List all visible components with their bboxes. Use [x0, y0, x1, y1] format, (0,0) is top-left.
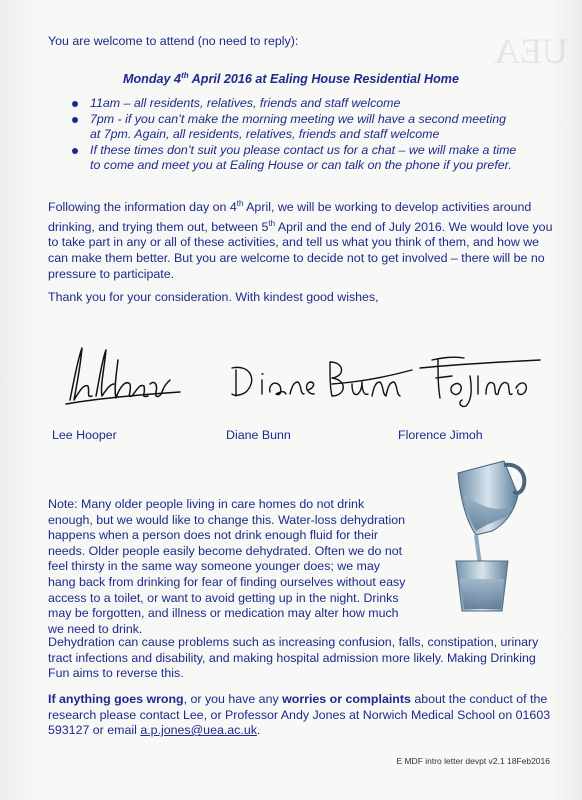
glass-icon: [456, 561, 508, 611]
signature-diane-bunn: [232, 362, 412, 396]
bleed-through-logo: UEA: [494, 31, 568, 71]
signatory-name: Florence Jimoh: [398, 428, 483, 442]
list-item: 7pm - if you can’t make the morning meeting we will have a second meeting at 7pm. Again, all residents, relatives, friends and staff welcome: [72, 112, 552, 143]
closing-line: Thank you for your consideration. With kindest good wishes,: [48, 290, 379, 304]
activities-paragraph: Following the information day on 4th April, we will be working to develop activities around drinking, and trying them out, between 5th April and the end of July 2016. We would love you to take part in any or all of these activities, and tell us what you think of them, and how we can make them better. But you are welcome to decide not to get involved – there will be no pressure to participate.: [48, 199, 553, 281]
signature-lee-hooper: [66, 348, 180, 404]
document-footer: E MDF intro letter devpt v2.1 18Feb2016: [396, 756, 550, 766]
water-jug-illustration: [418, 455, 548, 615]
email-link[interactable]: a.p.jones@uea.ac.uk: [140, 723, 257, 738]
note-paragraph: Note: Many older people living in care homes do not drink enough, but we would like to change this. Water-loss dehydration happens when a person does not drink enough fluid for their needs. Older people easily become dehydrated. Often we do not feel thirsty in the same way someone younger does; we may hang back from drinking for fear of finding ourselves without easy access to a toilet, or want to avoid getting up in the night. Drinks may be forgotten, and illness or medication may alter how much we need to drink.: [48, 497, 406, 636]
signatory-name: Diane Bunn: [226, 428, 291, 442]
jug-icon: [458, 461, 524, 535]
list-item: If these times don’t suit you please contact us for a chat – we will make a time to come and meet you at Ealing House or can talk on the phone if you prefer.: [72, 143, 552, 174]
meeting-times-list: [72, 96, 552, 174]
intro-line: You are welcome to attend (no need to reply):: [48, 34, 299, 48]
signatures-image: [40, 340, 560, 410]
signatory-name: Lee Hooper: [52, 428, 117, 442]
dehydration-paragraph: Dehydration can cause problems such as increasing confusion, falls, constipation, urinary tract infections and disability, and making hospital admission more likely. Making Drinking Fun aims to reverse this.: [48, 635, 539, 681]
list-item: 11am – all residents, relatives, friends and staff welcome: [72, 96, 552, 112]
contact-paragraph: If anything goes wrong, or you have any worries or complaints about the conduct of the research please contact Lee, or Professor Andy Jones at Norwich Medical School on 01603 593127 or email a.p.jones@uea.ac.uk.: [48, 692, 551, 738]
meeting-heading: Monday 4th April 2016 at Ealing House Residential Home: [122, 71, 460, 87]
signature-florence-jimoh: [420, 357, 540, 406]
signature-script-lee: Lee Hoope: [40, 340, 45, 341]
